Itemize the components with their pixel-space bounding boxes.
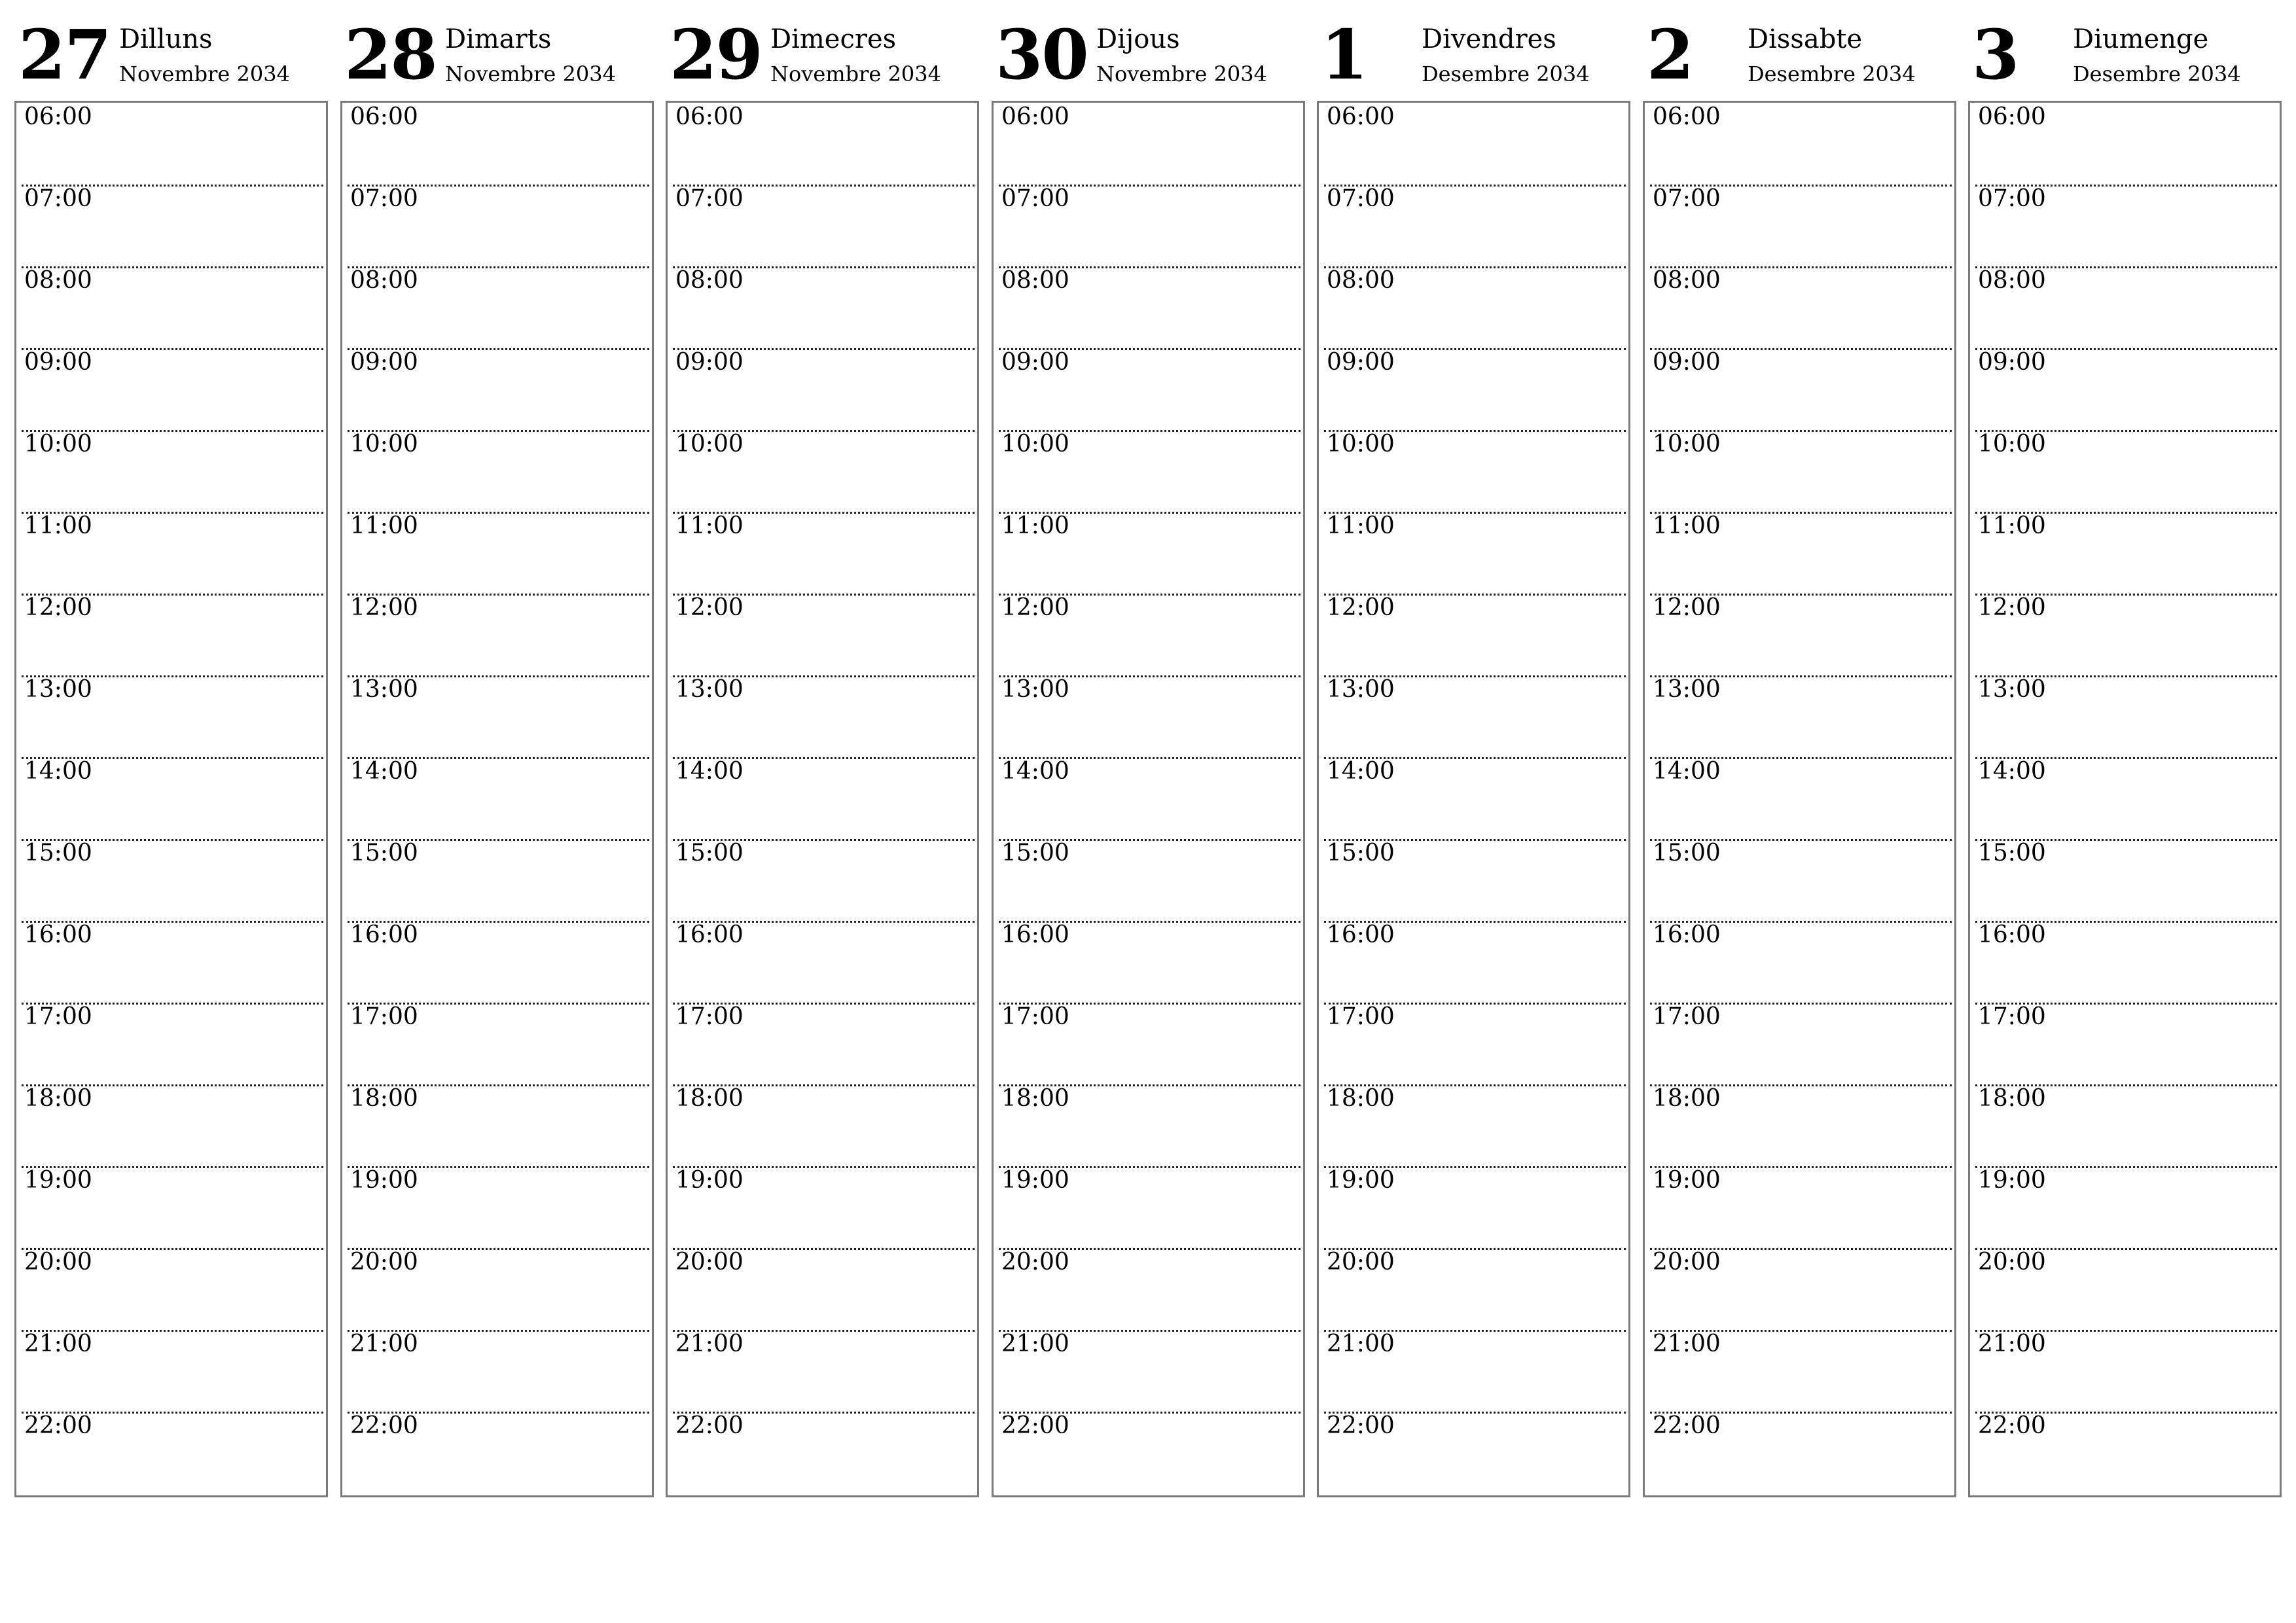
hour-label: 06:00 xyxy=(675,103,744,130)
day-number: 30 xyxy=(996,14,1088,95)
hour-label: 06:00 xyxy=(350,103,418,130)
hour-slot[interactable] xyxy=(22,1412,323,1493)
hour-slot[interactable] xyxy=(673,675,975,759)
hour-slot[interactable] xyxy=(348,675,649,759)
day-schedule-box xyxy=(666,101,979,1497)
hour-label: 15:00 xyxy=(1001,840,1069,866)
hour-label: 10:00 xyxy=(675,431,744,457)
hour-slot[interactable] xyxy=(673,1166,975,1250)
hour-label: 15:00 xyxy=(1653,840,1721,866)
day-schedule-box xyxy=(340,101,654,1497)
hour-slot[interactable] xyxy=(673,757,975,841)
hour-slot[interactable] xyxy=(22,1248,323,1332)
hour-label: 06:00 xyxy=(1327,103,1395,130)
hour-label: 15:00 xyxy=(1978,840,2046,866)
day-column xyxy=(1317,13,1629,1499)
hour-slot[interactable] xyxy=(1324,103,1626,187)
hour-slot[interactable] xyxy=(348,348,649,432)
hour-slot[interactable] xyxy=(1650,1084,1952,1168)
hour-label: 11:00 xyxy=(1653,512,1721,539)
day-header xyxy=(340,13,653,101)
hour-slot[interactable] xyxy=(999,1330,1300,1414)
hour-label: 14:00 xyxy=(1327,758,1395,785)
hour-label: 16:00 xyxy=(1653,921,1721,948)
day-number: 28 xyxy=(344,14,437,95)
hour-slot[interactable] xyxy=(1650,1330,1952,1414)
hour-slot[interactable] xyxy=(673,266,975,350)
hour-label: 09:00 xyxy=(1327,349,1395,376)
day-column xyxy=(1643,13,1955,1499)
hour-label: 22:00 xyxy=(24,1412,92,1439)
hour-label: 10:00 xyxy=(1653,431,1721,457)
hour-label: 07:00 xyxy=(675,185,744,212)
hour-slot[interactable] xyxy=(999,1412,1300,1493)
hour-slot[interactable] xyxy=(348,185,649,268)
day-header xyxy=(666,13,978,101)
hour-slot[interactable] xyxy=(999,266,1300,350)
day-header xyxy=(1968,13,2280,101)
hour-label: 17:00 xyxy=(1327,1003,1395,1030)
day-column xyxy=(1968,13,2280,1499)
day-name: Dilluns xyxy=(119,24,213,54)
hour-label: 10:00 xyxy=(1978,431,2046,457)
hour-label: 18:00 xyxy=(1001,1085,1069,1112)
hour-slot[interactable] xyxy=(673,594,975,677)
hour-label: 21:00 xyxy=(1327,1330,1395,1357)
day-header xyxy=(1643,13,1955,101)
hour-slot[interactable] xyxy=(348,266,649,350)
hour-label: 19:00 xyxy=(1653,1167,1721,1194)
hour-label: 14:00 xyxy=(1653,758,1721,785)
hour-label: 21:00 xyxy=(1978,1330,2046,1357)
hour-label: 22:00 xyxy=(1978,1412,2046,1439)
day-header xyxy=(14,13,327,101)
hour-slot[interactable] xyxy=(1324,839,1626,923)
hour-label: 13:00 xyxy=(350,676,418,703)
day-name: Dissabte xyxy=(1748,24,1863,54)
hour-slot[interactable] xyxy=(1324,921,1626,1005)
hour-slot[interactable] xyxy=(1324,348,1626,432)
hour-slot[interactable] xyxy=(673,185,975,268)
hour-slot[interactable] xyxy=(22,430,323,514)
hour-slot[interactable] xyxy=(1975,512,2277,596)
day-month: Desembre 2034 xyxy=(2073,62,2241,86)
hour-label: 19:00 xyxy=(350,1167,418,1194)
hour-slot[interactable] xyxy=(1324,512,1626,596)
hour-label: 18:00 xyxy=(675,1085,744,1112)
hour-label: 07:00 xyxy=(1001,185,1069,212)
hour-slot[interactable] xyxy=(999,675,1300,759)
hour-slot[interactable] xyxy=(1324,757,1626,841)
hour-label: 08:00 xyxy=(350,267,418,294)
hour-slot[interactable] xyxy=(999,512,1300,596)
hour-label: 21:00 xyxy=(1653,1330,1721,1357)
hour-label: 17:00 xyxy=(1978,1003,2046,1030)
hour-label: 16:00 xyxy=(1978,921,2046,948)
hour-label: 17:00 xyxy=(1001,1003,1069,1030)
hour-slot[interactable] xyxy=(1650,348,1952,432)
hour-label: 11:00 xyxy=(1327,512,1395,539)
hour-label: 18:00 xyxy=(350,1085,418,1112)
hour-label: 09:00 xyxy=(24,349,92,376)
hour-label: 16:00 xyxy=(24,921,92,948)
hour-slot[interactable] xyxy=(673,1003,975,1086)
hour-label: 18:00 xyxy=(1978,1085,2046,1112)
hour-label: 14:00 xyxy=(24,758,92,785)
hour-slot[interactable] xyxy=(999,430,1300,514)
hour-label: 17:00 xyxy=(675,1003,744,1030)
hour-slot[interactable] xyxy=(348,1166,649,1250)
hour-slot[interactable] xyxy=(348,1003,649,1086)
hour-slot[interactable] xyxy=(22,1330,323,1414)
hour-label: 12:00 xyxy=(24,594,92,621)
hour-slot[interactable] xyxy=(999,921,1300,1005)
day-schedule-box xyxy=(1317,101,1630,1497)
hour-label: 17:00 xyxy=(350,1003,418,1030)
hour-slot[interactable] xyxy=(1975,839,2277,923)
day-column xyxy=(340,13,653,1499)
day-number: 1 xyxy=(1321,14,1367,95)
hour-label: 08:00 xyxy=(1001,267,1069,294)
hour-label: 20:00 xyxy=(1001,1249,1069,1275)
day-header xyxy=(1317,13,1629,101)
hour-slot[interactable] xyxy=(1650,103,1952,187)
hour-label: 22:00 xyxy=(675,1412,744,1439)
hour-label: 08:00 xyxy=(1327,267,1395,294)
hour-slot[interactable] xyxy=(1650,1412,1952,1493)
hour-label: 07:00 xyxy=(24,185,92,212)
hour-slot[interactable] xyxy=(673,430,975,514)
hour-slot[interactable] xyxy=(1324,1166,1626,1250)
day-number: 29 xyxy=(670,14,762,95)
hour-label: 15:00 xyxy=(675,840,744,866)
hour-slot[interactable] xyxy=(22,512,323,596)
hour-slot[interactable] xyxy=(1324,430,1626,514)
day-number: 3 xyxy=(1972,14,2018,95)
hour-label: 12:00 xyxy=(675,594,744,621)
hour-label: 18:00 xyxy=(1327,1085,1395,1112)
day-number: 27 xyxy=(18,14,111,95)
hour-label: 18:00 xyxy=(24,1085,92,1112)
hour-label: 16:00 xyxy=(1327,921,1395,948)
hour-slot[interactable] xyxy=(999,839,1300,923)
hour-label: 21:00 xyxy=(1001,1330,1069,1357)
hour-slot[interactable] xyxy=(1975,921,2277,1005)
day-month: Desembre 2034 xyxy=(1422,62,1590,86)
hour-label: 09:00 xyxy=(1001,349,1069,376)
hour-slot[interactable] xyxy=(1324,1084,1626,1168)
hour-slot[interactable] xyxy=(673,512,975,596)
hour-label: 19:00 xyxy=(675,1167,744,1194)
hour-label: 11:00 xyxy=(1001,512,1069,539)
hour-label: 15:00 xyxy=(24,840,92,866)
hour-label: 07:00 xyxy=(1653,185,1721,212)
hour-label: 14:00 xyxy=(675,758,744,785)
hour-slot[interactable] xyxy=(1650,185,1952,268)
day-schedule-box xyxy=(992,101,1305,1497)
hour-slot[interactable] xyxy=(1975,1248,2277,1332)
hour-label: 19:00 xyxy=(1327,1167,1395,1194)
hour-slot[interactable] xyxy=(999,757,1300,841)
hour-label: 09:00 xyxy=(1653,349,1721,376)
hour-slot[interactable] xyxy=(1650,1003,1952,1086)
hour-slot[interactable] xyxy=(673,1412,975,1493)
hour-label: 18:00 xyxy=(1653,1085,1721,1112)
hour-slot[interactable] xyxy=(1975,594,2277,677)
day-name: Dijous xyxy=(1096,24,1180,54)
hour-slot[interactable] xyxy=(1975,675,2277,759)
hour-slot[interactable] xyxy=(348,512,649,596)
hour-label: 12:00 xyxy=(1653,594,1721,621)
hour-slot[interactable] xyxy=(673,921,975,1005)
hour-slot[interactable] xyxy=(999,1084,1300,1168)
hour-label: 21:00 xyxy=(350,1330,418,1357)
day-month: Desembre 2034 xyxy=(1748,62,1916,86)
hour-slot[interactable] xyxy=(999,1166,1300,1250)
hour-label: 16:00 xyxy=(1001,921,1069,948)
hour-label: 20:00 xyxy=(24,1249,92,1275)
hour-label: 22:00 xyxy=(1327,1412,1395,1439)
hour-label: 11:00 xyxy=(350,512,418,539)
day-schedule-box xyxy=(1968,101,2282,1497)
hour-label: 12:00 xyxy=(1001,594,1069,621)
hour-label: 06:00 xyxy=(24,103,92,130)
day-column xyxy=(14,13,327,1499)
hour-label: 17:00 xyxy=(1653,1003,1721,1030)
hour-slot[interactable] xyxy=(1650,1248,1952,1332)
day-header xyxy=(992,13,1304,101)
hour-label: 16:00 xyxy=(350,921,418,948)
hour-label: 22:00 xyxy=(350,1412,418,1439)
day-month: Novembre 2034 xyxy=(445,62,616,86)
hour-label: 22:00 xyxy=(1001,1412,1069,1439)
hour-label: 15:00 xyxy=(1327,840,1395,866)
hour-slot[interactable] xyxy=(1324,1412,1626,1493)
hour-slot[interactable] xyxy=(22,1166,323,1250)
hour-slot[interactable] xyxy=(348,1084,649,1168)
hour-slot[interactable] xyxy=(1975,1412,2277,1493)
day-name: Divendres xyxy=(1422,24,1556,54)
hour-slot[interactable] xyxy=(1650,757,1952,841)
hour-label: 11:00 xyxy=(675,512,744,539)
hour-slot[interactable] xyxy=(1975,348,2277,432)
hour-label: 21:00 xyxy=(675,1330,744,1357)
hour-label: 17:00 xyxy=(24,1003,92,1030)
day-number: 2 xyxy=(1647,14,1693,95)
hour-slot[interactable] xyxy=(1975,430,2277,514)
hour-label: 21:00 xyxy=(24,1330,92,1357)
hour-slot[interactable] xyxy=(1975,185,2277,268)
hour-label: 20:00 xyxy=(675,1249,744,1275)
hour-label: 22:00 xyxy=(1653,1412,1721,1439)
hour-slot[interactable] xyxy=(1324,1248,1626,1332)
hour-slot[interactable] xyxy=(1975,266,2277,350)
hour-label: 20:00 xyxy=(1978,1249,2046,1275)
hour-slot[interactable] xyxy=(22,839,323,923)
hour-slot[interactable] xyxy=(1650,594,1952,677)
hour-slot[interactable] xyxy=(673,839,975,923)
hour-slot[interactable] xyxy=(1975,1084,2277,1168)
hour-slot[interactable] xyxy=(348,921,649,1005)
hour-label: 12:00 xyxy=(1327,594,1395,621)
hour-label: 06:00 xyxy=(1978,103,2046,130)
hour-slot[interactable] xyxy=(348,1330,649,1414)
hour-slot[interactable] xyxy=(348,103,649,187)
hour-slot[interactable] xyxy=(1975,1003,2277,1086)
hour-slot[interactable] xyxy=(22,675,323,759)
hour-label: 15:00 xyxy=(350,840,418,866)
hour-label: 20:00 xyxy=(1327,1249,1395,1275)
hour-slot[interactable] xyxy=(348,430,649,514)
hour-slot[interactable] xyxy=(673,1084,975,1168)
hour-slot[interactable] xyxy=(1650,839,1952,923)
hour-slot[interactable] xyxy=(1324,185,1626,268)
hour-label: 07:00 xyxy=(1978,185,2046,212)
day-name: Dimarts xyxy=(445,24,552,54)
hour-label: 12:00 xyxy=(1978,594,2046,621)
hour-slot[interactable] xyxy=(348,757,649,841)
hour-slot[interactable] xyxy=(348,839,649,923)
hour-slot[interactable] xyxy=(999,348,1300,432)
hour-label: 08:00 xyxy=(1653,267,1721,294)
hour-slot[interactable] xyxy=(348,1248,649,1332)
day-schedule-box xyxy=(14,101,328,1497)
hour-slot[interactable] xyxy=(673,348,975,432)
hour-label: 07:00 xyxy=(1327,185,1395,212)
hour-slot[interactable] xyxy=(1324,594,1626,677)
hour-label: 13:00 xyxy=(1978,676,2046,703)
hour-slot[interactable] xyxy=(673,103,975,187)
hour-slot[interactable] xyxy=(673,1330,975,1414)
hour-label: 19:00 xyxy=(24,1167,92,1194)
hour-label: 08:00 xyxy=(1978,267,2046,294)
hour-slot[interactable] xyxy=(1324,675,1626,759)
hour-label: 19:00 xyxy=(1978,1167,2046,1194)
hour-label: 10:00 xyxy=(24,431,92,457)
hour-slot[interactable] xyxy=(22,103,323,187)
hour-label: 09:00 xyxy=(350,349,418,376)
hour-label: 14:00 xyxy=(1978,758,2046,785)
hour-label: 13:00 xyxy=(1653,676,1721,703)
hour-slot[interactable] xyxy=(22,1084,323,1168)
hour-slot[interactable] xyxy=(999,594,1300,677)
hour-label: 09:00 xyxy=(1978,349,2046,376)
hour-label: 11:00 xyxy=(1978,512,2046,539)
hour-label: 14:00 xyxy=(350,758,418,785)
day-name: Dimecres xyxy=(770,24,897,54)
hour-slot[interactable] xyxy=(1975,1330,2277,1414)
hour-slot[interactable] xyxy=(348,1412,649,1493)
day-column xyxy=(666,13,978,1499)
hour-label: 08:00 xyxy=(24,267,92,294)
day-month: Novembre 2034 xyxy=(770,62,941,86)
hour-slot[interactable] xyxy=(22,1003,323,1086)
hour-slot[interactable] xyxy=(1975,757,2277,841)
day-month: Novembre 2034 xyxy=(119,62,290,86)
hour-label: 13:00 xyxy=(1001,676,1069,703)
hour-slot[interactable] xyxy=(22,757,323,841)
hour-label: 10:00 xyxy=(1327,431,1395,457)
hour-slot[interactable] xyxy=(673,1248,975,1332)
hour-label: 13:00 xyxy=(675,676,744,703)
hour-slot[interactable] xyxy=(1975,103,2277,187)
hour-label: 20:00 xyxy=(1653,1249,1721,1275)
weekly-planner xyxy=(14,13,2283,1499)
hour-slot[interactable] xyxy=(1650,1166,1952,1250)
hour-slot[interactable] xyxy=(1324,1003,1626,1086)
day-month: Novembre 2034 xyxy=(1096,62,1267,86)
hour-label: 06:00 xyxy=(1001,103,1069,130)
hour-label: 11:00 xyxy=(24,512,92,539)
hour-label: 12:00 xyxy=(350,594,418,621)
hour-slot[interactable] xyxy=(1650,921,1952,1005)
hour-label: 07:00 xyxy=(350,185,418,212)
hour-label: 09:00 xyxy=(675,349,744,376)
hour-label: 20:00 xyxy=(350,1249,418,1275)
hour-slot[interactable] xyxy=(22,266,323,350)
day-name: Diumenge xyxy=(2073,24,2209,54)
hour-label: 16:00 xyxy=(675,921,744,948)
hour-slot[interactable] xyxy=(22,185,323,268)
hour-slot[interactable] xyxy=(22,921,323,1005)
hour-slot[interactable] xyxy=(1324,266,1626,350)
hour-slot[interactable] xyxy=(1650,430,1952,514)
hour-label: 06:00 xyxy=(1653,103,1721,130)
hour-slot[interactable] xyxy=(1650,512,1952,596)
hour-slot[interactable] xyxy=(1975,1166,2277,1250)
hour-label: 13:00 xyxy=(1327,676,1395,703)
hour-label: 14:00 xyxy=(1001,758,1069,785)
hour-slot[interactable] xyxy=(999,103,1300,187)
hour-label: 13:00 xyxy=(24,676,92,703)
hour-slot[interactable] xyxy=(22,348,323,432)
hour-label: 10:00 xyxy=(1001,431,1069,457)
hour-label: 08:00 xyxy=(675,267,744,294)
hour-slot[interactable] xyxy=(1650,266,1952,350)
hour-slot[interactable] xyxy=(1324,1330,1626,1414)
hour-slot[interactable] xyxy=(999,1248,1300,1332)
hour-label: 19:00 xyxy=(1001,1167,1069,1194)
hour-slot[interactable] xyxy=(348,594,649,677)
hour-slot[interactable] xyxy=(22,594,323,677)
hour-slot[interactable] xyxy=(999,185,1300,268)
day-schedule-box xyxy=(1643,101,1956,1497)
hour-slot[interactable] xyxy=(1650,675,1952,759)
hour-label: 10:00 xyxy=(350,431,418,457)
day-column xyxy=(992,13,1304,1499)
hour-slot[interactable] xyxy=(999,1003,1300,1086)
